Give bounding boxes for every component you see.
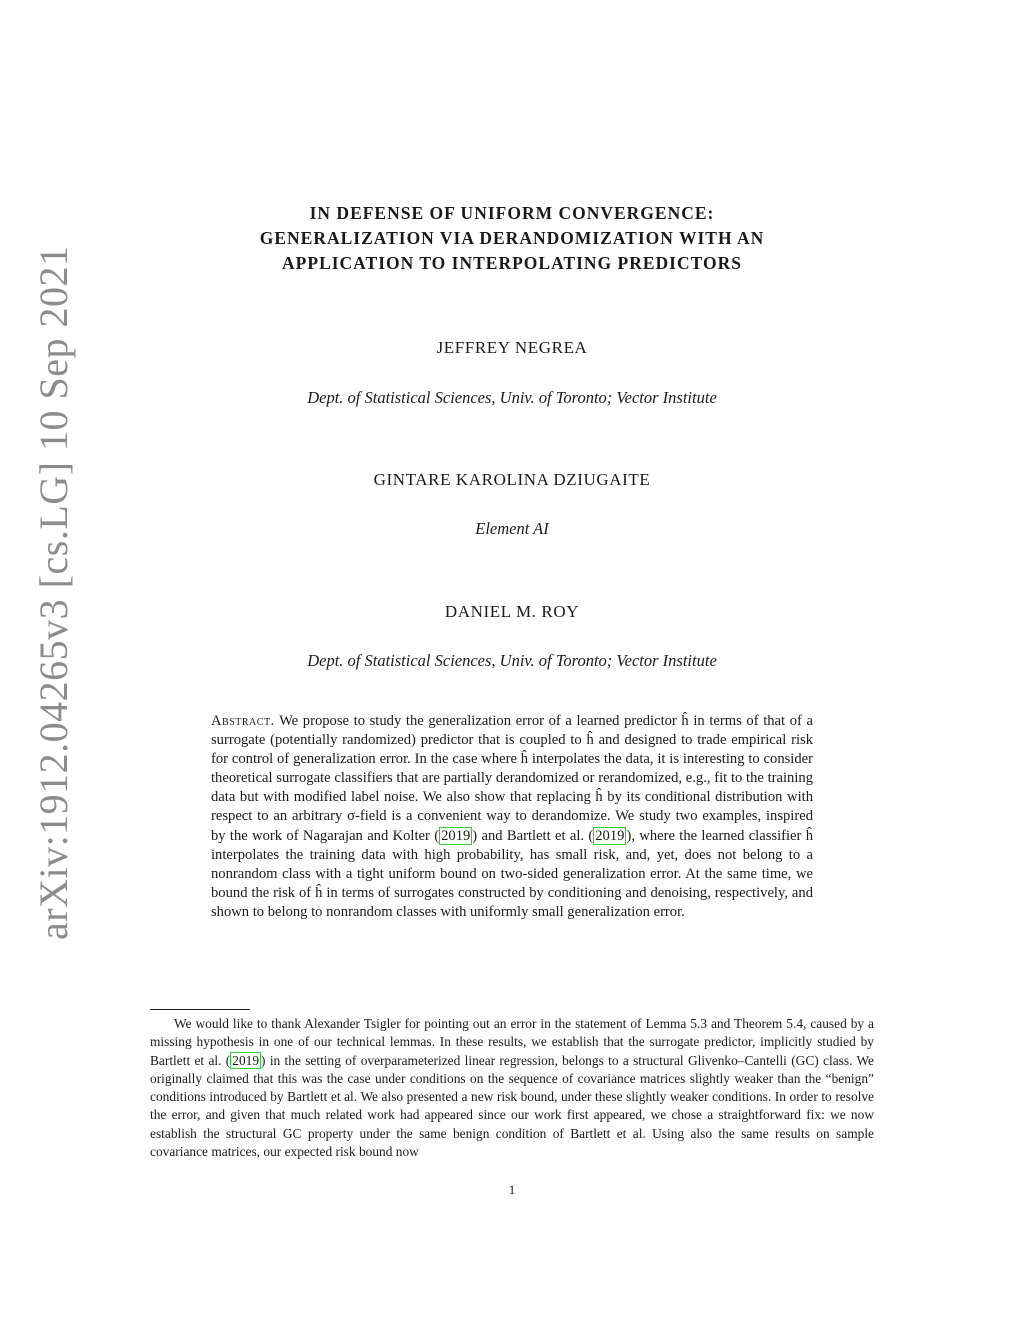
citation-link[interactable]: 2019 xyxy=(595,827,625,844)
author-1-affiliation: Dept. of Statistical Sciences, Univ. of Toronto; Vector Institute xyxy=(307,388,717,407)
author-3-affiliation: Dept. of Statistical Sciences, Univ. of Toronto; Vector Institute xyxy=(307,651,717,670)
abstract-text-2: and Bartlett et al. xyxy=(481,827,585,844)
title-line-2: GENERALIZATION VIA DERANDOMIZATION WITH AN xyxy=(259,228,765,248)
title-line-3: APPLICATION TO INTERPOLATING PREDICTORS xyxy=(282,253,742,273)
abstract-heading: Abstract. xyxy=(211,713,275,729)
footnote-rule xyxy=(150,1009,250,1010)
page-number: 1 xyxy=(508,1182,516,1197)
author-2-name: GINTARE KAROLINA DZIUGAITE xyxy=(373,470,651,489)
citation-link[interactable]: 2019 xyxy=(232,1052,260,1068)
author-2-affiliation: Element AI xyxy=(475,519,549,538)
author-1-name: JEFFREY NEGREA xyxy=(436,338,588,357)
footnote: We would like to thank Alexander Tsigler for pointing out an error in the statement of Lemma 5.3 and Theorem 5.4, caused by a missing hypothesis in one of our technical lemmas. In these results, we establish that the surrogate predictor, implicitly studied by Bartlett et al. ( 2019 ) in the setting of overparameterized linear regression, belongs to a structural Glivenko–Cantelli (GC) class. We originally claimed that this was the case under conditions on the sequence of covariance matrices slightly weaker than the “benign” conditions introduced by Bartlett et al. We also presented a new risk bound, under these slightly weaker conditions. In order to resolve the error, and given that much related work had appeared since our work first appeared, we chose a straightforward fix: we now establish the structural GC property under the same benign condition of Bartlett et al. Using also the same results on sample covariance matrices, our expected risk bound now xyxy=(150,1016,874,1160)
citation-link[interactable]: 2019 xyxy=(441,827,471,844)
arxiv-stamp-text: arXiv:1912.04265v3 [cs.LG] 10 Sep 2021 xyxy=(31,245,76,940)
abstract-text-1: We propose to study the generalization error of a learned predictor ĥ in terms of that of a surrogate (potentially randomized) predictor that is coupled to ĥ and designed to trade empirical risk for control of generalization error. In the case where ĥ interpolates the data, it is interesting to consider theoretical surrogate classifiers that are partially derandomized or rerandomized, e.g., fit to the training data but with modified label noise. We also show that replacing ĥ by its conditional distribution with respect to an arbitrary σ-field is a convenient way to derandomize. We study two examples, inspired by the work of Nagarajan and Kolter xyxy=(211,713,813,844)
footnote-text-2: in the setting of overparameterized linear regression, belongs to a structural Glivenko–Cantelli (GC) class. We originally claimed that this was the case under conditions on the sequence of covariance matrices slightly weaker than the “benign” conditions introduced by Bartlett et al. We also presented a new risk bound, under these slightly weaker conditions. In order to resolve the error, and given that much related work had appeared since our work first appeared, we chose a straightforward fix: we now establish the structural GC property under the same benign condition of Bartlett et al. Using also the same results on sample covariance matrices, our expected risk bound now xyxy=(150,1052,874,1160)
author-3-name: DANIEL M. ROY xyxy=(444,602,580,621)
footnote-text-1: We would like to thank Alexander Tsigler for pointing out an error in the statement of Lemma 5.3 and Theorem 5.4, caused by a missing hypothesis in one of our technical lemmas. In these results, we establish that the surrogate predictor, implicitly studied by Bartlett et al. xyxy=(150,1016,874,1068)
title-line-1: IN DEFENSE OF UNIFORM CONVERGENCE: xyxy=(309,203,715,223)
abstract: Abstract. We propose to study the generalization error of a learned predictor ĥ in terms of that of a surrogate (potentially randomized) predictor that is coupled to ĥ and designed to trade empirical risk for control of generalization error. In the case where ĥ interpolates the data, it is interesting to consider theoretical surrogate classifiers that are partially derandomized or rerandomized, e.g., fit to the training data but with modified label noise. We also show that replacing ĥ by its conditional distribution with respect to an arbitrary σ-field is a convenient way to derandomize. We study two examples, inspired by the work of Nagarajan and Kolter ( 2019 ) and Bartlett et al. ( 2019 ), where the learned classifier ĥ interpolates the training data with high probability, has small risk, and, yet, does not belong to a nonrandom class with a tight uniform bound on two-sided generalization error. At the same time, we bound the risk of ĥ in terms of surrogates constructed by conditioning and denoising, respectively, and shown to belong to nonrandom classes with uniformly small generalization error. xyxy=(211,713,814,920)
abstract-text-3: , where the learned classifier ĥ interpolates the training data with high probability, has small risk, and, yet, does not belong to a nonrandom class with a tight uniform bound on two-sided generalization error. At the same time, we bound the risk of ĥ in terms of surrogates constructed by conditioning and denoising, respectively, and shown to belong to nonrandom classes with uniformly small generalization error. xyxy=(211,827,814,920)
